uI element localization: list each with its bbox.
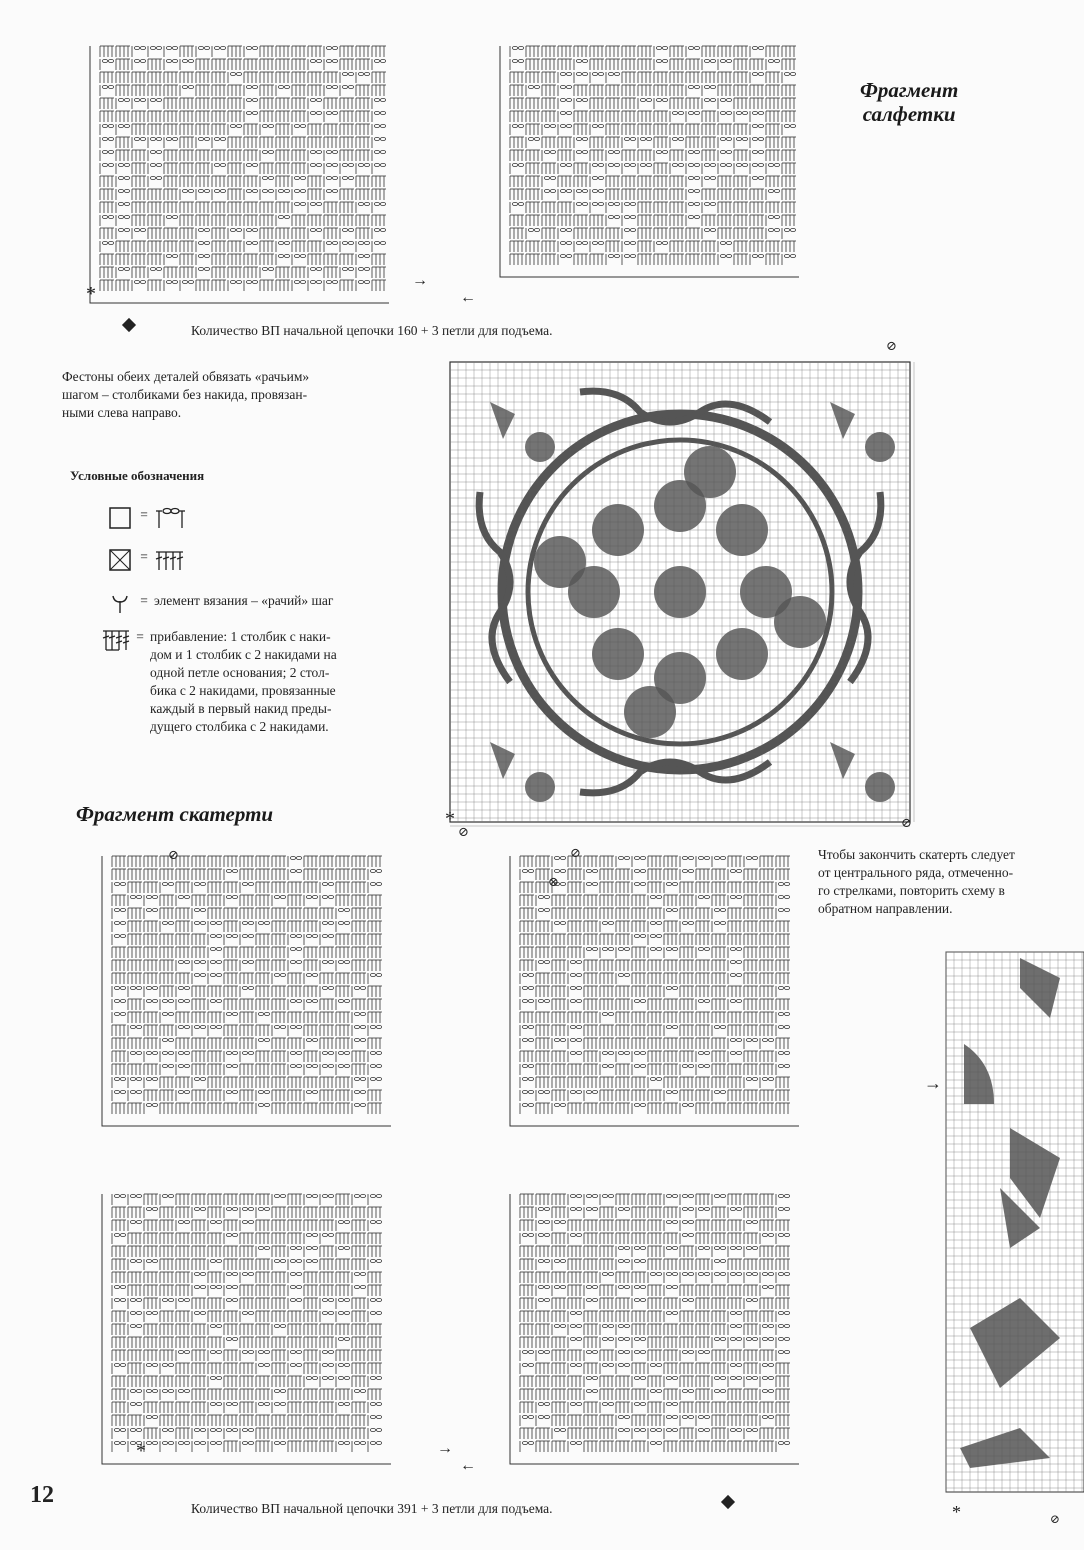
legend-increase-text: [150, 628, 337, 736]
center-row-arrow: →: [924, 1073, 942, 1093]
legend-row-empty: [106, 506, 188, 535]
finish-note: [818, 846, 1080, 918]
arrow-right-mark: →: [412, 272, 428, 289]
legend-row-increase: [102, 628, 337, 736]
chain-stitch-icon: [154, 506, 188, 535]
doily-title-line: Фрагмент: [860, 78, 959, 102]
diamond-marker-icon: [721, 1495, 735, 1509]
tablecloth-stitch-chart-top-left: [90, 848, 405, 1160]
legend-row-crab: [106, 592, 333, 616]
legend-increase-line: бика с 2 накидами, провязанные: [150, 683, 336, 698]
circle-slash-mark: ⊘: [458, 824, 469, 839]
tablecloth-stitch-chart-top-right: [498, 848, 813, 1160]
arrow-left-mark: ←: [460, 289, 476, 306]
crossed-square-icon: [106, 548, 134, 572]
finish-note-line: обратном направлении.: [818, 901, 953, 916]
legend-increase-line: дущего столбика с 2 накидами.: [150, 719, 329, 734]
tablecloth-stitch-chart-bottom-right: [498, 1186, 813, 1486]
festoon-note-line: Фестоны обеих деталей обвязать «рачьим»: [62, 369, 310, 384]
legend-row-filled: [106, 548, 188, 577]
equals-sign: =: [140, 593, 148, 608]
legend-increase-line: каждый в первый накид преды-: [150, 701, 332, 716]
circle-slash-mark: ⊘: [1050, 1512, 1061, 1526]
equals-sign: =: [136, 629, 144, 644]
legend-crab-text: элемент вязания – «рачий» шаг: [154, 593, 334, 608]
legend-title: Условные обозначения: [70, 468, 205, 483]
equals-sign: =: [140, 549, 148, 564]
double-crochet-group-icon: [154, 548, 188, 577]
finish-note-line: Чтобы закончить скатерть следует: [818, 847, 1015, 862]
page-number: 12: [30, 1482, 54, 1508]
equals-sign: =: [140, 507, 148, 522]
legend-increase-line: одной петле основания; 2 стол-: [150, 665, 330, 680]
arrow-left-mark: ←: [460, 1457, 476, 1474]
increase-icon: [102, 628, 130, 652]
arrow-right-mark: →: [437, 1440, 453, 1457]
crab-stitch-icon: [106, 592, 134, 616]
start-star-mark: *: [136, 1440, 146, 1462]
circle-slash-mark: ⊘: [168, 847, 179, 862]
festoon-note-line: ными слева направо.: [62, 405, 182, 420]
tablecloth-caption: Количество ВП начальной цепочки 391 + 3 петли для подъема.: [191, 1501, 553, 1516]
start-star-mark: *: [952, 1502, 961, 1522]
doily-filet-chart: [440, 352, 920, 832]
tablecloth-title: Фрагмент скатерти: [76, 802, 274, 826]
tablecloth-filet-strip-chart: [940, 948, 1084, 1508]
doily-title-line: салфетки: [862, 102, 956, 126]
circle-slash-mark: ⊘: [886, 338, 897, 353]
empty-square-icon: [106, 506, 134, 530]
start-star-mark: *: [86, 283, 96, 305]
festoon-note-line: шагом – столбиками без накида, провязан-: [62, 387, 308, 402]
doily-stitch-chart-left: [78, 38, 403, 328]
start-star-mark: *: [445, 808, 455, 830]
festoon-note: [62, 368, 402, 422]
finish-note-line: го стрелками, повторить схему в: [818, 883, 1005, 898]
legend-increase-line: прибавление: 1 столбик с наки-: [150, 629, 331, 644]
circle-slash-mark: ⊘: [570, 845, 581, 860]
circle-slash-mark: ⊘: [901, 815, 912, 830]
legend-increase-line: дом и 1 столбик с 2 накидами на: [150, 647, 337, 662]
finish-note-line: от центрального ряда, отмеченно-: [818, 865, 1014, 880]
doily-title: [860, 78, 958, 126]
circle-x-mark: ⊗: [548, 874, 559, 889]
doily-caption: Количество ВП начальной цепочки 160 + 3 петли для подъема.: [191, 323, 553, 338]
doily-stitch-chart-right: [488, 38, 813, 308]
